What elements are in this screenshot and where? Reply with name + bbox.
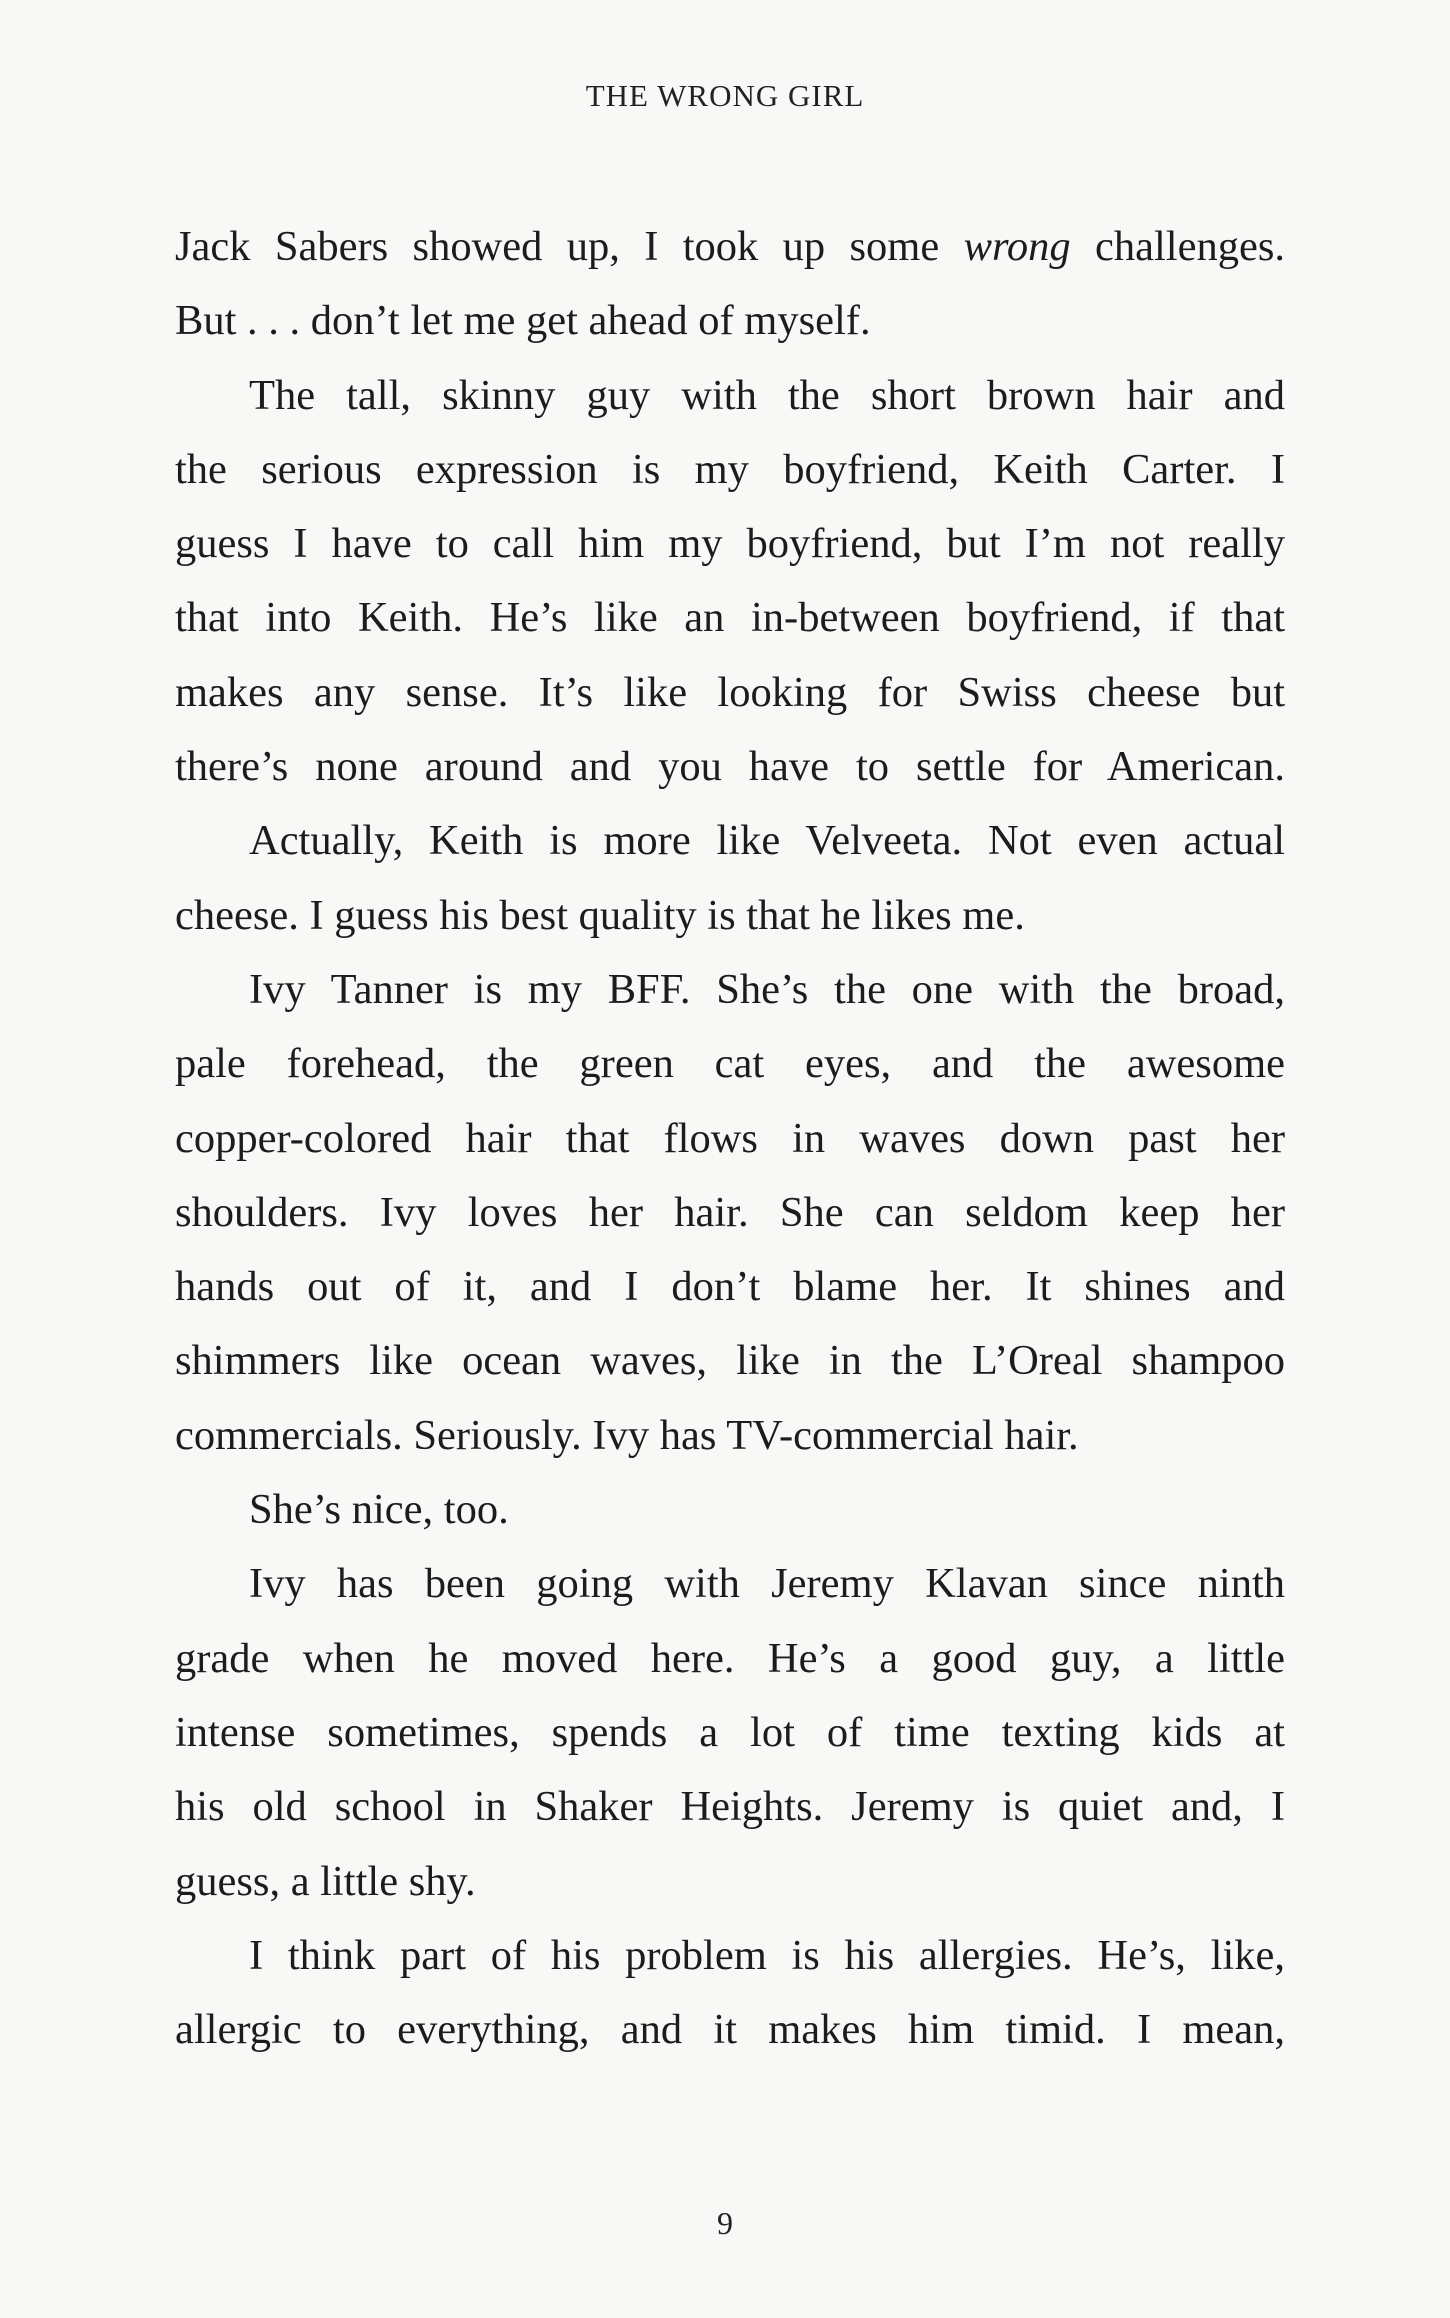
paragraph-first-line: Actually, Keith is more like Velveeta. Not even actual xyxy=(249,817,1285,865)
text-line: there’s none around and you have to settle for American. xyxy=(175,743,1285,791)
text-line: Jack Sabers showed up, I took up some wrong challenges. xyxy=(175,223,1285,270)
text-line: shimmers like ocean waves, like in the L’Oreal shampoo xyxy=(175,1337,1285,1385)
running-head: THE WRONG GIRL xyxy=(585,78,865,113)
text-line: makes any sense. It’s like looking for Swiss cheese but xyxy=(175,668,1285,716)
text-line: his old school in Shaker Heights. Jeremy is quiet and, I xyxy=(175,1783,1285,1831)
text-line: the serious expression is my boyfriend, Keith Carter. I xyxy=(175,445,1285,493)
emphasis-word: wrong xyxy=(963,223,1071,270)
text-line: guess I have to call him my boyfriend, but I’m not really xyxy=(175,520,1285,568)
paragraph-first-line: The tall, skinny guy with the short brown hair and xyxy=(249,371,1285,419)
paragraph-first-line: Ivy has been going with Jeremy Klavan since ninth xyxy=(249,1560,1285,1608)
text-line: that into Keith. He’s like an in-between boyfriend, if that xyxy=(175,594,1285,642)
text-line: allergic to everything, and it makes him timid. I mean, xyxy=(175,2006,1285,2054)
text-line: grade when he moved here. He’s a good guy, a little xyxy=(175,1634,1285,1682)
text-line: But . . . don’t let me get ahead of myself. xyxy=(175,297,871,345)
body-text xyxy=(175,210,1285,2067)
text-line: shoulders. Ivy loves her hair. She can seldom keep her xyxy=(175,1188,1285,1236)
text-line: intense sometimes, spends a lot of time texting kids at xyxy=(175,1708,1285,1756)
text-line: cheese. I guess his best quality is that he likes me. xyxy=(175,891,1025,939)
text-line: pale forehead, the green cat eyes, and the awesome xyxy=(175,1040,1285,1088)
paragraph-first-line: I think part of his problem is his allergies. He’s, like, xyxy=(249,1931,1285,1979)
text-line: guess, a little shy. xyxy=(175,1857,476,1905)
text-line: copper-colored hair that flows in waves down past her xyxy=(175,1114,1285,1162)
paragraph-first-line: She’s nice, too. xyxy=(249,1486,509,1534)
text-line: commercials. Seriously. Ivy has TV-commercial hair. xyxy=(175,1411,1079,1459)
paragraph-first-line: Ivy Tanner is my BFF. She’s the one with the broad, xyxy=(249,965,1285,1013)
text-line: hands out of it, and I don’t blame her. It shines and xyxy=(175,1263,1285,1311)
page-number: 9 xyxy=(717,2205,733,2241)
